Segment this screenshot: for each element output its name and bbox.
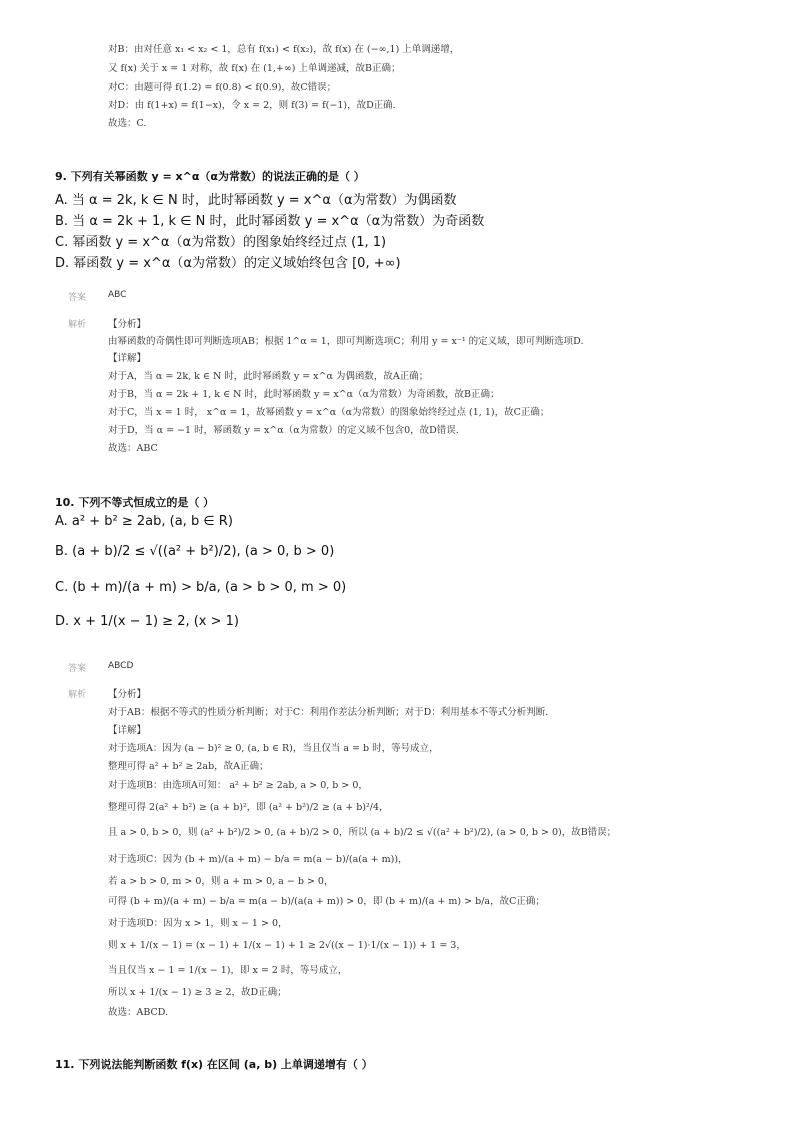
analysis-line: 对于D，当 α = −1 时，幂函数 y = x^α（α为常数）的定义域不包含0，故D错误. (108, 425, 459, 436)
analysis-line: 故选：C. (108, 118, 147, 129)
analysis-line: 所以 x + 1/(x − 1) ≥ 3 ≥ 2，故D正确； (108, 987, 287, 998)
analysis-line: 对于选项B：由选项A可知： a² + b² ≥ 2ab, a > 0, b > 0， (108, 780, 368, 791)
option-a: A. 当 α = 2k, k ∈ N 时，此时幂函数 y = x^α（α为常数）为偶函数 (55, 193, 457, 208)
analysis-line: 故选：ABCD. (108, 1007, 169, 1018)
option-b: B. 当 α = 2k + 1, k ∈ N 时，此时幂函数 y = x^α（α为常数）为奇函数 (55, 214, 485, 229)
analysis-line: 且 a > 0, b > 0，则 (a² + b²)/2 > 0, (a + b)/2 > 0，所以 (a + b)/2 ≤ √((a² + b²)/2), (a > 0, b > 0)，故B错误； (108, 827, 617, 838)
question-stem: 10. 下列不等式恒成立的是（ ） (55, 496, 215, 509)
analysis-line: 对于B，当 α = 2k + 1, k ∈ N 时，此时幂函数 y = x^α（α为常数）为奇函数，故B正确； (108, 389, 500, 400)
analysis-line: 对于选项D：因为 x > 1，则 x − 1 > 0， (108, 918, 288, 929)
analysis-line: 对于AB：根据不等式的性质分析判断；对于C：利用作差法分析判断；对于D：利用基本不等式分析判断. (108, 707, 549, 718)
analysis-line: 可得 (b + m)/(a + m) − b/a = m(a − b)/(a(a + m)) > 0，即 (b + m)/(a + m) > b/a，故C正确； (108, 896, 545, 907)
answer-value: ABCD (108, 661, 134, 671)
analysis-line: 【详解】 (108, 353, 147, 364)
analysis-line: 对于A，当 α = 2k, k ∈ N 时，此时幂函数 y = x^α 为偶函数，故A正确； (108, 371, 429, 382)
analysis-line: 又 f(x) 关于 x = 1 对称，故 f(x) 在 (1,+∞) 上单调递减，故B正确； (108, 63, 401, 74)
analysis-line: 对B：由对任意 x₁ < x₂ < 1，总有 f(x₁) < f(x₂)，故 f(x) 在 (−∞,1) 上单调递增， (108, 44, 460, 55)
analysis-line: 【详解】 (108, 725, 147, 736)
answer-value: ABC (108, 290, 127, 300)
analysis-line: 对于C，当 x = 1 时， x^α = 1，故幂函数 y = x^α（α为常数）的图象始终经过点 (1, 1)，故C正确； (108, 407, 550, 418)
analysis-line: 由幂函数的奇偶性即可判断选项AB；根据 1^α = 1，即可判断选项C；利用 y = x⁻¹ 的定义域，即可判断选项D. (108, 336, 584, 347)
analysis-line: 当且仅当 x − 1 = 1/(x − 1)，即 x = 2 时，等号成立， (108, 965, 348, 976)
analysis-line: 对于选项C：因为 (b + m)/(a + m) − b/a = m(a − b)/(a(a + m))， (108, 854, 408, 865)
option-c: C. (b + m)/(a + m) > b/a, (a > b > 0, m > 0) (55, 580, 347, 595)
answer-tag: 答案 (68, 664, 87, 674)
analysis-line: 整理可得 2(a² + b²) ≥ (a + b)²，即 (a² + b²)/2 ≥ (a + b)²/4， (108, 802, 389, 813)
answer-tag: 答案 (68, 293, 87, 303)
analysis-line: 故选：ABC (108, 443, 158, 454)
option-a: A. a² + b² ≥ 2ab, (a, b ∈ R) (55, 514, 233, 529)
analysis-line: 整理可得 a² + b² ≥ 2ab，故A正确； (108, 761, 269, 772)
analysis-tag: 解析 (68, 320, 87, 330)
analysis-line: 对于选项A：因为 (a − b)² ≥ 0, (a, b ∈ R)，当且仅当 a = b 时，等号成立， (108, 743, 439, 754)
analysis-line: 【分析】 (108, 689, 147, 700)
question-stem: 9. 下列有关幂函数 y = x^α（α为常数）的说法正确的是（ ） (55, 170, 365, 183)
analysis-line: 则 x + 1/(x − 1) = (x − 1) + 1/(x − 1) + 1 ≥ 2√((x − 1)·1/(x − 1)) + 1 = 3， (108, 940, 466, 951)
analysis-line: 【分析】 (108, 319, 147, 330)
option-d: D. 幂函数 y = x^α（α为常数）的定义域始终包含 [0, +∞) (55, 256, 401, 271)
option-c: C. 幂函数 y = x^α（α为常数）的图象始终经过点 (1, 1) (55, 235, 387, 250)
option-b: B. (a + b)/2 ≤ √((a² + b²)/2), (a > 0, b > 0) (55, 544, 335, 559)
analysis-line: 若 a > b > 0, m > 0，则 a + m > 0, a − b > 0， (108, 876, 334, 887)
option-d: D. x + 1/(x − 1) ≥ 2, (x > 1) (55, 614, 239, 629)
analysis-line: 对C：由题可得 f(1.2) = f(0.8) < f(0.9)，故C错误； (108, 82, 337, 93)
question-stem: 11. 下列说法能判断函数 f(x) 在区间 (a, b) 上单调递增有（ ） (55, 1058, 373, 1071)
analysis-tag: 解析 (68, 690, 87, 700)
analysis-line: 对D：由 f(1+x) = f(1−x)，令 x = 2，则 f(3) = f(−1)，故D正确. (108, 100, 396, 111)
